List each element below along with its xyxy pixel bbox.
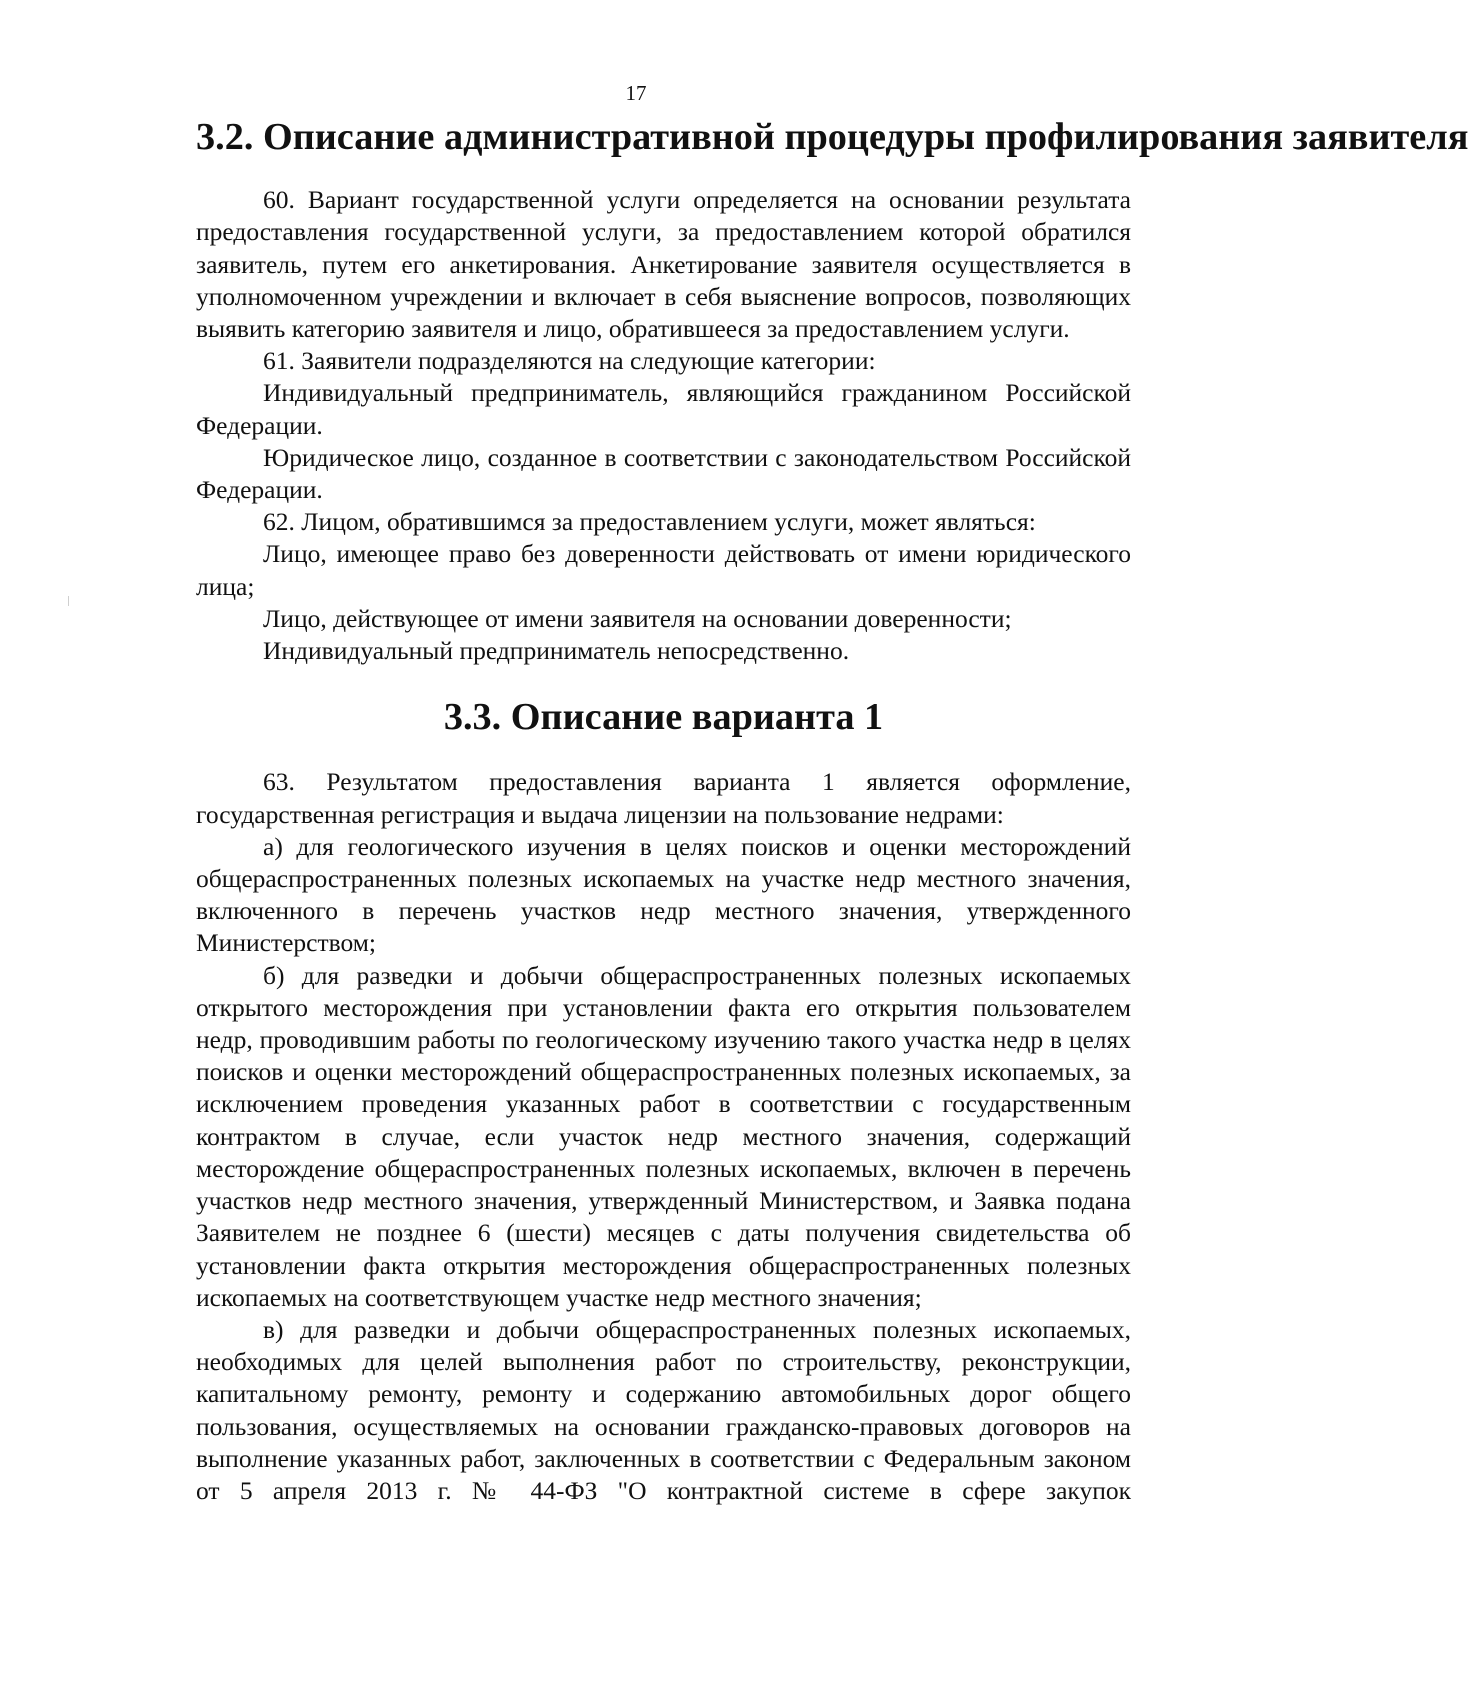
list-item-license-purpose: а) для геологического изучения в целях поисков и оценки месторождений общераспространенных полезных ископаемых на участке недр местного значения, включенного в перечень участков недр местного значения, утвержденного Министерством; bbox=[196, 831, 1131, 958]
list-item-representative: Индивидуальный предприниматель непосредственно. bbox=[263, 636, 850, 666]
list-item-license-purpose: б) для разведки и добычи общераспространенных полезных ископаемых открытого месторождения при установлении факта его открытия пользователем недр, проводившим работы по геологическому изучению такого участка недр в целях поисков и оценки месторождений общераспространенных полезных ископаемых, за исключением проведения указанных работ в соответствии с государственным контрактом в случае, если участок недр местного значения, содержащий месторождение общераспространенных полезных ископаемых, включен в перечень участков недр местного значения, утвержденный Министерством, и Заявка подана Заявителем не позднее 6 (шести) месяцев с даты получения свидетельства об установлении факта открытия месторождения общераспространенных полезных ископаемых на соответствующем участке недр местного значения; bbox=[196, 960, 1131, 1312]
section-heading-3-3: 3.3. Описание варианта 1 bbox=[443, 696, 884, 739]
paragraph-63: 63. Результатом предоставления варианта 1 является оформление, государственная регистрация и выдача лицензии на пользование недрами: bbox=[196, 767, 1131, 829]
section-heading-3-2: 3.2. Описание административной процедуры профилирования заявителя bbox=[196, 116, 1468, 158]
paragraph-62: 62. Лицом, обратившимся за предоставлением услуги, может являться: bbox=[263, 507, 1036, 537]
list-item-license-purpose: в) для разведки и добычи общераспространенных полезных ископаемых, необходимых для целей выполнения работ по строительству, реконструкции, капитальному ремонту, ремонту и содержанию автомобильных дорог общего пользования, осуществляемых на основании гражданско-правовых договоров на выполнение указанных работ, заключенных в соответствии с Федеральным законом от 5 апреля 2013 г. № 44-ФЗ "О контрактной системе в сфере закупок bbox=[196, 1314, 1131, 1505]
page-number: 17 bbox=[625, 81, 647, 105]
paragraph-61: 61. Заявители подразделяются на следующие категории: bbox=[263, 346, 876, 376]
paragraph-60: 60. Вариант государственной услуги определяется на основании результата предоставления государственной услуги, за предоставлением которой обратился заявитель, путем его анкетирования. Анкетирование заявителя осуществляется в уполномоченном учреждении и включает в себя выяснение вопросов, позволяющих выявить категорию заявителя и лицо, обратившееся за предоставлением услуги. bbox=[196, 185, 1131, 344]
list-item-applicant-category: Индивидуальный предприниматель, являющийся гражданином Российской Федерации. bbox=[196, 378, 1131, 440]
list-item-representative: Лицо, имеющее право без доверенности действовать от имени юридического лица; bbox=[196, 539, 1131, 601]
list-item-representative: Лицо, действующее от имени заявителя на основании доверенности; bbox=[263, 603, 1012, 633]
scan-artifact bbox=[68, 596, 69, 606]
list-item-applicant-category: Юридическое лицо, созданное в соответствии с законодательством Российской Федерации. bbox=[196, 442, 1131, 505]
document-body bbox=[196, 116, 1468, 1507]
